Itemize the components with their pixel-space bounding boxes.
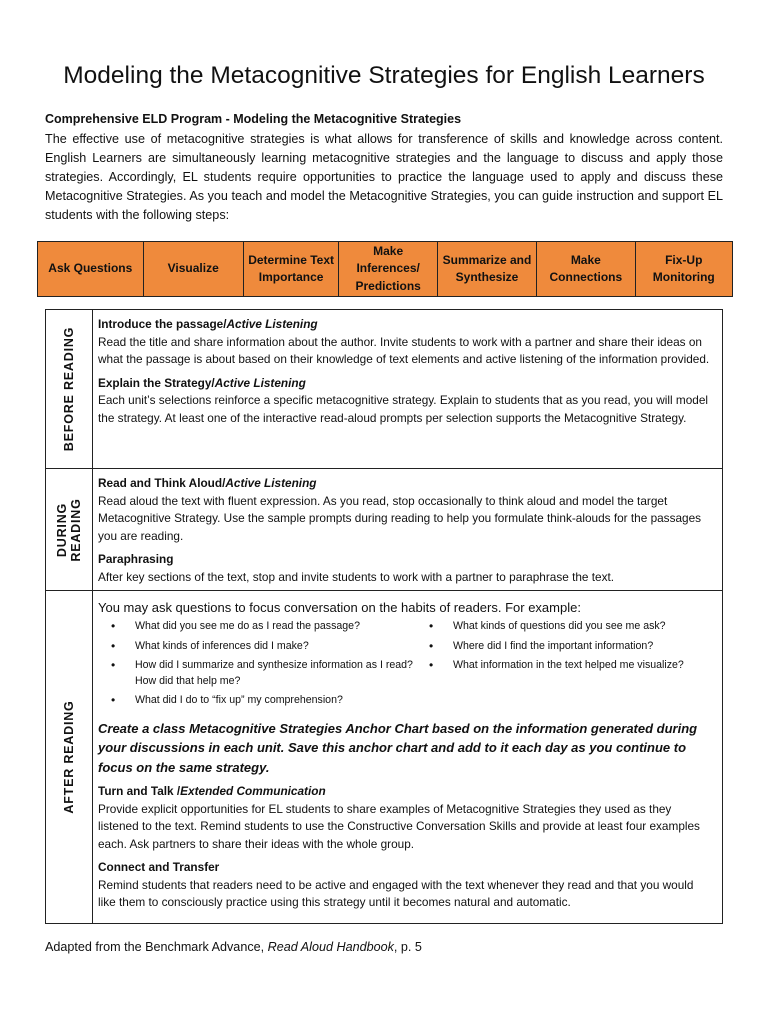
list-item: • What kinds of inferences did I make? [98, 639, 416, 655]
list-item: • What did you see me do as I read the passage? [98, 619, 416, 635]
section-heading: Turn and Talk /Extended Communication [98, 784, 326, 798]
section-body: Read aloud the text with fluent expression. As you read, stop occasionally to think aloud and model the target Metacognitive Strategy. Use the sample prompts during reading to help you formulate think-alouds for the passages you are reading. [98, 493, 702, 543]
subtitle: Comprehensive ELD Program - Modeling the Metacognitive Strategies [45, 112, 462, 126]
before-reading-content [98, 316, 714, 427]
section-heading: Connect and Transfer [98, 860, 220, 874]
list-item: • What did I do to “fix up” my comprehension? [98, 693, 416, 709]
strategy-fix-up-monitoring: Fix-Up Monitoring [652, 252, 715, 284]
page-title: Modeling the Metacognitive Strategies for English Learners [63, 62, 705, 89]
section-heading: Paraphrasing [98, 552, 174, 566]
during-reading-row [46, 469, 722, 591]
strategy-ask-questions: Ask Questions [38, 242, 144, 296]
list-item: • Where did I find the important information? [416, 639, 706, 655]
strategy-make-connections: Make Connections [537, 242, 635, 296]
during-reading-label: DURING READING [46, 469, 93, 590]
strategy-make-inferences: Make Inferences/ Predictions [339, 242, 437, 296]
question-list [98, 619, 714, 713]
list-item: • How did I summarize and synthesize information as I read? How did that help me? [98, 658, 416, 689]
source-citation: Adapted from the Benchmark Advance, Read Aloud Handbook, p. 5 [45, 940, 422, 954]
strategy-bar [37, 241, 733, 297]
before-reading-label: BEFORE READING [46, 310, 93, 468]
list-item: • What kinds of questions did you see me ask? [416, 619, 706, 635]
section-body: Each unit’s selections reinforce a specific metacognitive strategy. Explain to students that as you read, you will model the strategy. At least one of the interactive read-aloud prompts per selection supports the Metacognitive Strategy. [98, 393, 709, 425]
section-heading: Explain the Strategy/Active Listening [98, 375, 306, 390]
strategy-summarize-synthesize: Summarize and Synthesize [438, 242, 537, 296]
strategy-determine-text-importance: Determine Text Importance [244, 242, 340, 296]
section-body: Provide explicit opportunities for EL students to share examples of Metacognitive Strategies they used as they listened to the text. Remind students to use the Constructive Conversation Skills and provide at least four examples each. Ask partners to share their ideas with the whole group. [98, 801, 700, 851]
after-reading-content [98, 599, 714, 912]
section-heading: Read and Think Aloud/Active Listening [98, 476, 317, 490]
intro-paragraph: The effective use of metacognitive strategies is what allows for transference of skills and knowledge across content. English Learners are simultaneously learning metacognitive strategies and the language to discuss and apply those strategies. Accordingly, EL students require opportunities to practice the language used to apply and discuss these Metacognitive Strategies. As you teach and model the Metacognitive Strategies, you can guide instruction and support EL students with the following steps: [45, 132, 723, 222]
during-reading-content [98, 475, 714, 586]
after-reading-label: AFTER READING [46, 591, 93, 923]
questions-lead: You may ask questions to focus conversation on the habits of readers. For example: [98, 600, 581, 615]
list-item: • What information in the text helped me visualize? [416, 658, 706, 674]
section-body: After key sections of the text, stop and invite students to work with a partner to paraphrase the text. [98, 569, 615, 584]
before-reading-row [46, 310, 722, 469]
section-body: Remind students that readers need to be active and engaged with the text whenever they read and that you would like them to consciously practice using this strategy until it becomes natural and automatic. [98, 877, 694, 909]
reading-phases-table [45, 309, 723, 924]
section-heading: Introduce the passage/Active Listening [98, 317, 318, 331]
strategy-visualize: Visualize [144, 242, 244, 296]
anchor-chart-note: Create a class Metacognitive Strategies Anchor Chart based on the information generated during your discussions in each unit. Save this anchor chart and add to it each day as you continue to focus on the same strategy. [98, 720, 698, 775]
section-body: Read the title and share information about the author. Invite students to work with a partner and share their ideas on what the passage is about based on their knowledge of text elements and active listening of the information provided. [98, 334, 710, 366]
after-reading-row [46, 591, 722, 923]
